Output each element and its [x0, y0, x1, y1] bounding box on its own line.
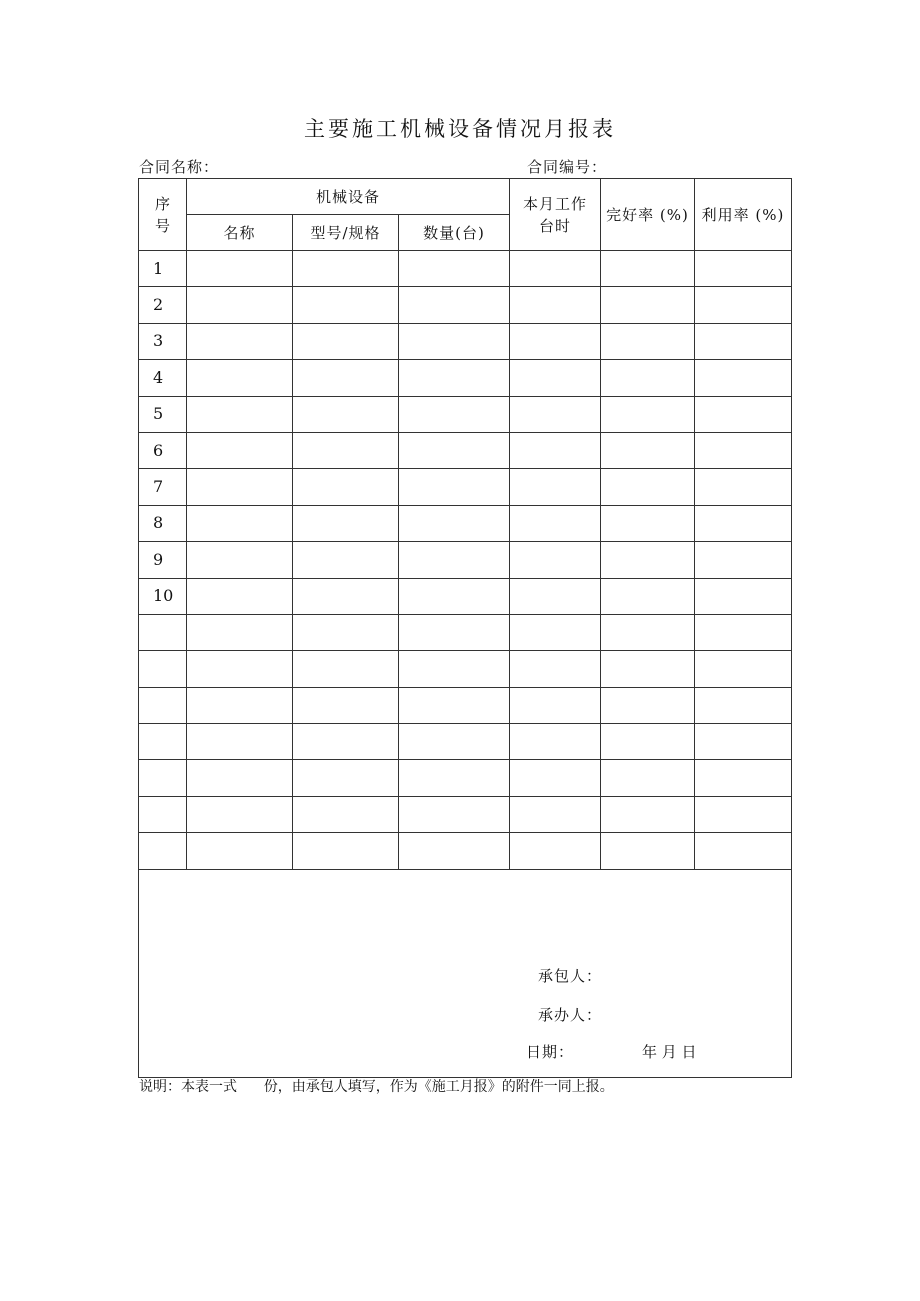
cell-intact-rate[interactable]: [601, 287, 695, 323]
cell-utilization-rate[interactable]: [695, 360, 792, 396]
page-title: 主要施工机械设备情况月报表: [304, 117, 616, 141]
row-number: [139, 833, 187, 869]
table-row: [139, 687, 792, 723]
header-row-1: [139, 179, 792, 215]
row-number: 8: [139, 505, 187, 541]
cell-utilization-rate[interactable]: [695, 687, 792, 723]
table-row: [139, 614, 792, 650]
contractor-label: 承包人：: [538, 966, 603, 985]
cell-model-spec[interactable]: [293, 796, 399, 832]
header-seq: [139, 179, 187, 251]
cell-work-hours[interactable]: [510, 505, 601, 541]
signature-block: [139, 869, 792, 1077]
signature-row: [139, 869, 792, 1077]
cell-quantity[interactable]: [399, 396, 510, 432]
cell-model-spec[interactable]: [293, 651, 399, 687]
cell-intact-rate[interactable]: [601, 323, 695, 359]
row-number: 3: [139, 323, 187, 359]
cell-intact-rate[interactable]: [601, 542, 695, 578]
cell-name[interactable]: [187, 323, 293, 359]
cell-quantity[interactable]: [399, 323, 510, 359]
cell-quantity[interactable]: [399, 833, 510, 869]
cell-name[interactable]: [187, 287, 293, 323]
cell-quantity[interactable]: [399, 687, 510, 723]
header-utilization-rate: 利用率 (%): [695, 179, 792, 251]
cell-model-spec[interactable]: [293, 432, 399, 468]
header-name: 名称: [187, 215, 293, 251]
cell-utilization-rate[interactable]: [695, 614, 792, 650]
table-row: [139, 469, 792, 505]
cell-utilization-rate[interactable]: [695, 796, 792, 832]
table-row: [139, 578, 792, 614]
cell-name[interactable]: [187, 651, 293, 687]
cell-work-hours[interactable]: [510, 687, 601, 723]
cell-quantity[interactable]: [399, 505, 510, 541]
table-row: [139, 651, 792, 687]
cell-utilization-rate[interactable]: [695, 396, 792, 432]
cell-intact-rate[interactable]: [601, 651, 695, 687]
table-row: [139, 724, 792, 760]
cell-work-hours[interactable]: [510, 578, 601, 614]
equipment-report-table: [138, 178, 792, 1078]
cell-utilization-rate[interactable]: [695, 505, 792, 541]
row-number: [139, 796, 187, 832]
cell-name[interactable]: [187, 251, 293, 287]
cell-quantity[interactable]: [399, 360, 510, 396]
cell-intact-rate[interactable]: [601, 396, 695, 432]
row-number: [139, 614, 187, 650]
table-row: [139, 251, 792, 287]
cell-quantity[interactable]: [399, 469, 510, 505]
cell-intact-rate[interactable]: [601, 760, 695, 796]
cell-model-spec[interactable]: [293, 323, 399, 359]
cell-name[interactable]: [187, 578, 293, 614]
cell-model-spec[interactable]: [293, 396, 399, 432]
header-quantity: 数量(台): [399, 215, 510, 251]
cell-intact-rate[interactable]: [601, 687, 695, 723]
header-model-spec: 型号/规格: [293, 215, 399, 251]
cell-name[interactable]: [187, 614, 293, 650]
date-label: 日期：: [526, 1042, 575, 1061]
cell-model-spec[interactable]: [293, 724, 399, 760]
header-work-hours-line1: 本月工作: [522, 194, 587, 213]
cell-utilization-rate[interactable]: [695, 469, 792, 505]
cell-quantity[interactable]: [399, 724, 510, 760]
cell-utilization-rate[interactable]: [695, 287, 792, 323]
row-number: 5: [139, 396, 187, 432]
cell-work-hours[interactable]: [510, 323, 601, 359]
cell-quantity[interactable]: [399, 251, 510, 287]
row-number: [139, 687, 187, 723]
row-number: 6: [139, 432, 187, 468]
cell-intact-rate[interactable]: [601, 505, 695, 541]
cell-utilization-rate[interactable]: [695, 833, 792, 869]
cell-intact-rate[interactable]: [601, 724, 695, 760]
table-row: [139, 323, 792, 359]
cell-model-spec[interactable]: [293, 251, 399, 287]
cell-intact-rate[interactable]: [601, 469, 695, 505]
row-number: 1: [139, 251, 187, 287]
cell-intact-rate[interactable]: [601, 578, 695, 614]
cell-utilization-rate[interactable]: [695, 542, 792, 578]
cell-name[interactable]: [187, 724, 293, 760]
row-number: 10: [139, 578, 187, 614]
cell-name[interactable]: [187, 796, 293, 832]
table-row: [139, 833, 792, 869]
date-ymd-label: 年 月 日: [642, 1042, 697, 1061]
header-seq-line1: 序: [154, 194, 170, 213]
table-row: [139, 542, 792, 578]
cell-model-spec[interactable]: [293, 469, 399, 505]
header-intact-rate: 完好率 (%): [601, 179, 695, 251]
table-row: [139, 396, 792, 432]
cell-model-spec[interactable]: [293, 833, 399, 869]
cell-work-hours[interactable]: [510, 396, 601, 432]
header-seq-line2: 号: [154, 216, 170, 235]
table-row: [139, 432, 792, 468]
row-number: 9: [139, 542, 187, 578]
handler-label: 承办人：: [538, 1005, 603, 1024]
cell-model-spec[interactable]: [293, 578, 399, 614]
cell-model-spec[interactable]: [293, 687, 399, 723]
cell-work-hours[interactable]: [510, 469, 601, 505]
cell-name[interactable]: [187, 542, 293, 578]
cell-intact-rate[interactable]: [601, 432, 695, 468]
cell-quantity[interactable]: [399, 287, 510, 323]
header-work-hours-line2: 台时: [538, 216, 571, 235]
cell-intact-rate[interactable]: [601, 251, 695, 287]
cell-intact-rate[interactable]: [601, 796, 695, 832]
row-number: [139, 724, 187, 760]
cell-intact-rate[interactable]: [601, 614, 695, 650]
cell-work-hours[interactable]: [510, 724, 601, 760]
row-number: [139, 760, 187, 796]
cell-name[interactable]: [187, 469, 293, 505]
contract-no-label: 合同编号：: [527, 158, 608, 176]
table-row: [139, 796, 792, 832]
cell-utilization-rate[interactable]: [695, 760, 792, 796]
cell-name[interactable]: [187, 833, 293, 869]
footer-note: 说明：本表一式 份，由承包人填写，作为《施工月报》的附件一同上报。: [139, 1079, 614, 1095]
cell-work-hours[interactable]: [510, 287, 601, 323]
cell-name[interactable]: [187, 396, 293, 432]
cell-work-hours[interactable]: [510, 614, 601, 650]
cell-quantity[interactable]: [399, 796, 510, 832]
cell-quantity[interactable]: [399, 578, 510, 614]
cell-name[interactable]: [187, 505, 293, 541]
cell-model-spec[interactable]: [293, 505, 399, 541]
cell-quantity[interactable]: [399, 432, 510, 468]
cell-work-hours[interactable]: [510, 796, 601, 832]
contract-name-label: 合同名称：: [139, 158, 220, 176]
cell-utilization-rate[interactable]: [695, 651, 792, 687]
cell-model-spec[interactable]: [293, 614, 399, 650]
header-equipment-group: 机械设备: [187, 179, 510, 215]
cell-quantity[interactable]: [399, 542, 510, 578]
cell-utilization-rate[interactable]: [695, 724, 792, 760]
cell-utilization-rate[interactable]: [695, 432, 792, 468]
cell-model-spec[interactable]: [293, 760, 399, 796]
cell-utilization-rate[interactable]: [695, 578, 792, 614]
table-row: [139, 760, 792, 796]
cell-intact-rate[interactable]: [601, 360, 695, 396]
cell-work-hours[interactable]: [510, 432, 601, 468]
row-number: 4: [139, 360, 187, 396]
cell-quantity[interactable]: [399, 651, 510, 687]
cell-name[interactable]: [187, 360, 293, 396]
row-number: [139, 651, 187, 687]
cell-quantity[interactable]: [399, 614, 510, 650]
cell-quantity[interactable]: [399, 760, 510, 796]
cell-work-hours[interactable]: [510, 651, 601, 687]
row-number: 7: [139, 469, 187, 505]
cell-work-hours[interactable]: [510, 760, 601, 796]
cell-name[interactable]: [187, 687, 293, 723]
cell-name[interactable]: [187, 432, 293, 468]
cell-work-hours[interactable]: [510, 542, 601, 578]
table-row: [139, 360, 792, 396]
cell-model-spec[interactable]: [293, 542, 399, 578]
header-work-hours: [510, 179, 601, 251]
cell-name[interactable]: [187, 760, 293, 796]
cell-utilization-rate[interactable]: [695, 323, 792, 359]
cell-intact-rate[interactable]: [601, 833, 695, 869]
row-number: 2: [139, 287, 187, 323]
cell-work-hours[interactable]: [510, 251, 601, 287]
cell-model-spec[interactable]: [293, 360, 399, 396]
cell-work-hours[interactable]: [510, 833, 601, 869]
table-row: [139, 287, 792, 323]
cell-work-hours[interactable]: [510, 360, 601, 396]
table-row: [139, 505, 792, 541]
cell-model-spec[interactable]: [293, 287, 399, 323]
cell-utilization-rate[interactable]: [695, 251, 792, 287]
